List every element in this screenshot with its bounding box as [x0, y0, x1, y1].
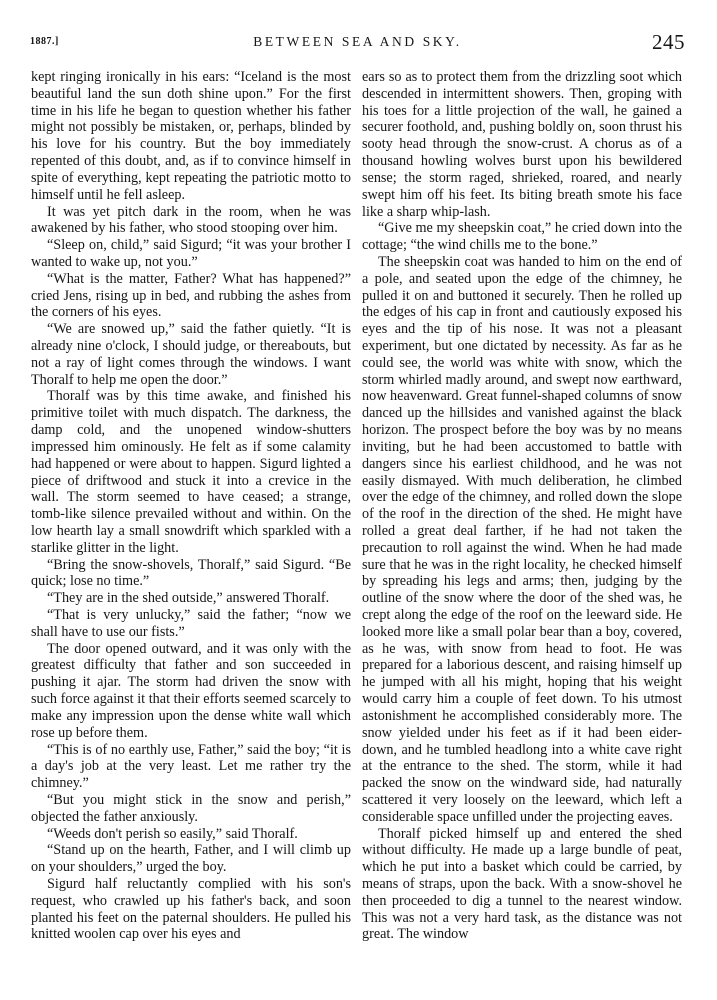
- right-column: [362, 69, 682, 943]
- paragraph: The door opened outward, and it was only with the greatest difficulty that father and son succeeded in pushing it ajar. The storm had driven the snow with such force against it that their efforts seemed scarcely to make any impression upon the dense white wall which rose up before them.: [31, 640, 351, 741]
- paragraph: “What is the matter, Father? What has happened?” cried Jens, rising up in bed, and rubbing the ashes from the corners of his eyes.: [31, 270, 351, 321]
- paragraph: “Weeds don't perish so easily,” said Thoralf.: [47, 825, 298, 842]
- paragraph: Thoralf was by this time awake, and finished his primitive toilet with much dispatch. The darkness, the damp cold, and the unopened window-shutters impressed him ominously. He felt as if some calamity had happened or were about to happen. Sigurd lighted a piece of driftwood and stuck it into a crevice in the wall. The storm seemed to have ceased; a strange, tomb-like silence prevailed without and within. On the low hearth lay a small snowdrift which sparkled with a starlike glitter in the light.: [31, 388, 351, 556]
- left-column: [31, 69, 351, 943]
- paragraph: Sigurd half reluctantly complied with his son's request, who crawled up his father's back, and soon planted his feet on the paternal shoulders. He pulled his knitted woolen cap over his eyes and: [31, 876, 351, 943]
- paragraph: “That is very unlucky,” said the father; “now we shall have to use our fists.”: [31, 607, 351, 640]
- paragraph: “This is of no earthly use, Father,” said the boy; “it is a day's job at the very least. Let me rather try the chimney.”: [31, 741, 351, 792]
- paragraph: kept ringing ironically in his ears: “Iceland is the most beautiful land the sun doth shine upon.” For the first time in his life he began to question whether his father might not possibly be mistaken, or, perhaps, blinded by his love for his country. But the boy immediately repented of this doubt, and, as if to convince himself in spite of everything, kept repeating the patriotic motto to himself until he fell asleep.: [31, 69, 351, 203]
- header-title: BETWEEN SEA AND SKY.: [253, 34, 462, 49]
- header-year: 1887.]: [30, 36, 59, 47]
- paragraph: Thoralf picked himself up and entered the shed without difficulty. He made up a large bundle of peat, which he put into a basket which could be carried, by means of straps, upon the back. With a snow-shovel he then proceeded to dig a tunnel to the nearest window. This was not a very hard task, as the distance was not great. The window: [362, 825, 682, 943]
- page-number: 245: [652, 30, 685, 54]
- paragraph: It was yet pitch dark in the room, when he was awakened by his father, who stood stooping over him.: [31, 203, 351, 237]
- paragraph: The sheepskin coat was handed to him on the end of a pole, and seated upon the edge of the chimney, he pulled it on and buttoned it securely. Then he rolled up the edges of his cap in front and cautiously exposed his eyes and the tip of his nose. It was not a pleasant experiment, but one dictated by necessity. As far as he could see, the world was white with snow, which the storm whirled madly around, and swept now earthward, now heavenward. Great funnel-shaped columns of snow danced up the hillsides and vanished against the black horizon. The prospect before the boy was by no means inviting, but he had been accustomed to battle with dangers since his earliest childhood, and he was not easily dismayed. With much deliberation, he climbed over the edge of the chimney, and rolled down the slope of the roof in the direction of the shed. He might have rolled a great deal farther, if he had not taken the precaution to roll against the wind. When he had made sure that he was in the right locality, he checked himself by spreading his legs and arms; then, judging by the outline of the snow where the door of the shed was, he crept along the edge of the roof on the leeward side. He looked more like a small polar bear than a boy, covered, as he was, with snow from head to foot. He was prepared for a laborious descent, and raising himself up he jumped with all his might, hoping that his weight would carry him a couple of feet down. To his utmost astonishment he accomplished considerably more. The snow yielded under his feet as if it had been eider-down, and he tumbled headlong into a white cave right at the entrance to the shed. The storm, while it had packed the snow on the windward side, had naturally scattered it very loosely on the leeward, which left a considerable space unfilled under the projecting eaves.: [362, 253, 682, 825]
- paragraph: “Sleep on, child,” said Sigurd; “it was your brother I wanted to wake up, not you.”: [31, 237, 351, 270]
- running-header: [30, 30, 685, 56]
- paragraph: “Give me my sheepskin coat,” he cried down into the cottage; “the wind chills me to the bone.”: [362, 220, 682, 254]
- paragraph: “Bring the snow-shovels, Thoralf,” said Sigurd. “Be quick; lose no time.”: [31, 556, 351, 590]
- paragraph: ears so as to protect them from the drizzling soot which descended in intermittent showers. Then, groping with his toes for a little projection of the wall, he gained a securer foothold, and, pushing boldly on, soon thrust his sooty head through the snow-crust. A chorus as of a thousand howling wolves burst upon his bewildered sense; the storm raged, shrieked, roared, and nearly swept him off his feet. Its biting breath smote his face like a sharp whip-lash.: [362, 69, 682, 220]
- paragraph: “We are snowed up,” said the father quietly. “It is already nine o'clock, I should judge, or thereabouts, but not a ray of light comes through the windows. I want Thoralf to help me open the door.”: [31, 321, 351, 388]
- paragraph: “Stand up on the hearth, Father, and I will climb up on your shoulders,” urged the boy.: [31, 842, 351, 876]
- paragraph: “They are in the shed outside,” answered Thoralf.: [47, 590, 330, 607]
- paragraph: “But you might stick in the snow and perish,” objected the father anxiously.: [31, 791, 351, 825]
